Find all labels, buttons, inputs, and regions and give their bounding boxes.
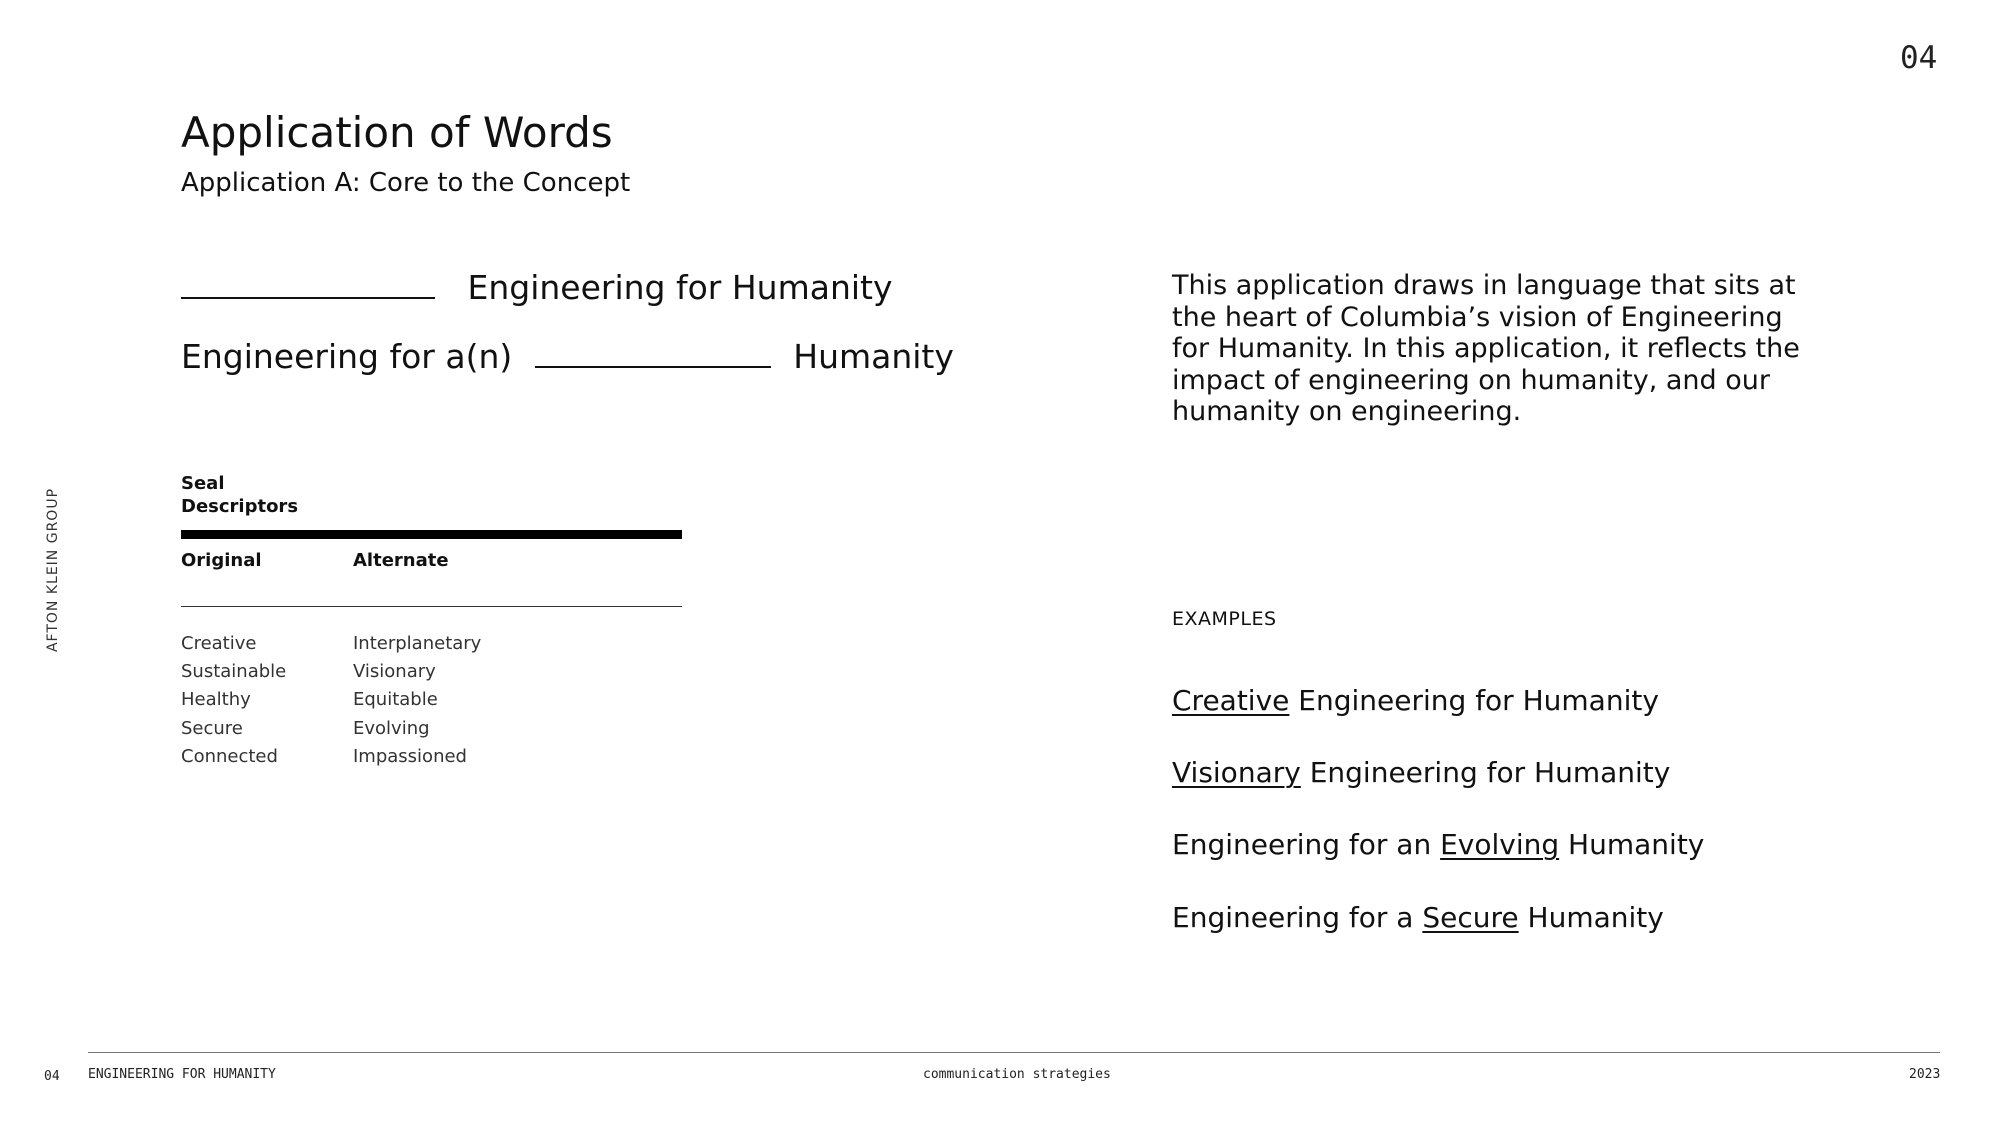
list-item: Healthy	[181, 689, 251, 711]
tagline-middle-blank	[181, 337, 954, 376]
list-item: Connected	[181, 745, 278, 767]
footer-year: 2023	[1909, 1067, 1941, 1082]
example-text: Engineering for an	[1172, 828, 1441, 861]
seal-label-text: Seal Descriptors	[181, 473, 299, 517]
example-text: Engineering for Humanity	[1300, 756, 1671, 789]
thick-divider	[181, 530, 682, 539]
list-item: Visionary	[353, 661, 436, 683]
alternate-descriptor-list	[353, 630, 481, 771]
blank-line	[181, 296, 435, 299]
tagline-text: Humanity	[793, 337, 954, 376]
example-text: Humanity	[1518, 901, 1664, 934]
example-highlight-word: Creative	[1172, 684, 1290, 717]
example-highlight-word: Evolving	[1440, 828, 1560, 861]
footer-section: communication strategies	[923, 1067, 1111, 1082]
page-subtitle: Application A: Core to the Concept	[181, 168, 631, 198]
tagline-prefix-blank	[181, 268, 893, 307]
example-highlight-word: Visionary	[1172, 756, 1301, 789]
footer-page-number: 04	[44, 1069, 60, 1084]
blank-line	[535, 365, 771, 368]
seal-descriptors-label	[181, 472, 321, 518]
example-line	[1172, 684, 1659, 717]
example-line	[1172, 828, 1704, 861]
example-text: Humanity	[1559, 828, 1705, 861]
example-highlight-word: Secure	[1422, 901, 1519, 934]
list-item: Interplanetary	[353, 633, 482, 654]
page-title: Application of Words	[181, 108, 613, 157]
page-number-top: 04	[1900, 40, 1938, 76]
tagline-text: Engineering for a(n)	[181, 337, 513, 376]
example-line	[1172, 901, 1664, 934]
list-item: Evolving	[353, 717, 430, 739]
example-line	[1172, 756, 1670, 789]
list-item: Equitable	[353, 689, 438, 711]
list-item: Creative	[181, 633, 257, 654]
thin-divider	[181, 606, 682, 607]
column-header-alternate: Alternate	[353, 550, 449, 571]
footer-document-title: ENGINEERING FOR HUMANITY	[88, 1067, 276, 1082]
examples-label: EXAMPLES	[1172, 608, 1277, 630]
example-text: Engineering for a	[1172, 901, 1423, 934]
footer-divider	[88, 1052, 1940, 1053]
example-text: Engineering for Humanity	[1289, 684, 1659, 717]
tagline-text: Engineering for Humanity	[467, 268, 893, 307]
list-item: Secure	[181, 717, 243, 739]
description-paragraph: This application draws in language that sits at the heart of Columbia’s vision of Engineering for Humanity. In this application, it reflects the impact of engineering on humanity, and our humanity on engineering.	[1172, 270, 1800, 427]
list-item: Impassioned	[353, 745, 467, 767]
column-header-original: Original	[181, 550, 262, 571]
side-label: AFTON KLEIN GROUP	[45, 487, 61, 653]
list-item: Sustainable	[181, 661, 287, 683]
original-descriptor-list	[181, 630, 286, 771]
